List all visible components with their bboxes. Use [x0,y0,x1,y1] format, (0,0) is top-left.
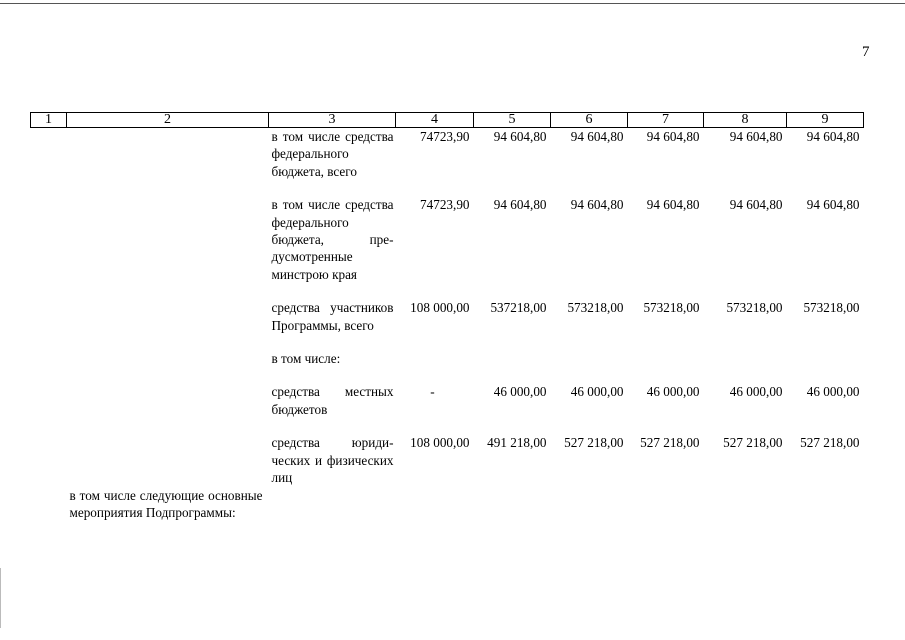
value-cell: 527 218,00 [640,435,700,451]
table-row [31,350,864,383]
value-cell: 573218,00 [643,300,700,316]
header-col-4: 4 [396,113,474,128]
cell-col-2 [67,128,269,197]
value-cell: 46 000,00 [646,384,700,400]
value-cell: 573218,00 [726,300,783,316]
value-cell: 94 604,80 [729,197,783,213]
value-cell: 94 604,80 [806,129,860,144]
value-cell: 94 604,80 [646,129,700,144]
value-cell [787,350,864,383]
cell-col-1 [31,196,67,299]
value-cell: - [430,384,435,400]
header-col-1: 1 [31,113,67,128]
value-cell: 74723,90 [420,197,470,213]
cell-col-1 [31,434,67,486]
value-cell [474,350,551,383]
table-row [31,299,864,350]
header-col-6: 6 [551,113,628,128]
header-row [31,113,864,128]
header-col-7: 7 [628,113,704,128]
header-col-3: 3 [269,113,396,128]
budget-table [30,112,864,521]
cell-col-1 [31,350,67,383]
row-description: средства местных бюджетов [271,384,394,417]
value-cell: 74723,90 [420,129,470,144]
cell-col-2 [67,434,269,486]
cell-col-1 [31,299,67,350]
value-cell: 94 604,80 [806,197,860,213]
value-cell [787,487,864,522]
value-cell: 94 604,80 [646,197,700,213]
value-cell [704,350,787,383]
value-cell: 46 000,00 [570,384,624,400]
row-description [269,487,396,522]
header-col-9: 9 [787,113,864,128]
value-cell: 94 604,80 [493,129,547,144]
cell-col-2 [67,299,269,350]
header-col-5: 5 [474,113,551,128]
table-row [31,128,864,197]
cell-col-2 [67,383,269,434]
value-cell: 46 000,00 [493,384,547,400]
value-cell [704,487,787,522]
scan-margin-mark [0,568,1,628]
value-cell: 527 218,00 [800,435,860,451]
value-cell [396,487,474,522]
cell-col-2 [67,350,269,383]
value-cell [551,350,628,383]
row-description: средства юридических и физических лиц [271,435,394,486]
value-cell [474,487,551,522]
row-description: в том числе средства федерального бюджета, всего [271,129,394,179]
value-cell [396,350,474,383]
value-cell: 94 604,80 [570,197,624,213]
value-cell: 527 218,00 [564,435,624,451]
value-cell: 108 000,00 [410,435,470,451]
page-top-rule [0,3,905,4]
row-description: в том числе средства федерального бюджета, предусмотренные минстрою края [271,197,394,282]
value-cell [551,487,628,522]
value-cell [628,350,704,383]
value-cell: 573218,00 [567,300,624,316]
table-row [31,383,864,434]
row-description: средства участников Программы, всего [271,300,394,333]
value-cell: 94 604,80 [729,129,783,144]
header-col-8: 8 [704,113,787,128]
row-description: в том числе: [271,351,341,367]
value-cell: 108 000,00 [410,300,470,316]
cell-col-1 [31,128,67,197]
value-cell [628,487,704,522]
table-row [31,196,864,299]
subprogram-activities-heading: в том числе следующие основные мероприятия Подпрограммы: [69,487,263,520]
value-cell: 46 000,00 [806,384,860,400]
value-cell: 527 218,00 [723,435,783,451]
table-row [31,434,864,486]
value-cell: 537218,00 [490,300,547,316]
cell-col-2 [67,196,269,299]
value-cell: 491 218,00 [487,435,547,451]
cell-col-1 [31,487,67,522]
cell-col-1 [31,383,67,434]
value-cell: 94 604,80 [570,129,624,144]
value-cell: 46 000,00 [729,384,783,400]
value-cell: 94 604,80 [493,197,547,213]
value-cell: 573218,00 [803,300,860,316]
table-row [31,487,864,522]
page-number: 7 [862,44,870,60]
header-col-2: 2 [67,113,269,128]
